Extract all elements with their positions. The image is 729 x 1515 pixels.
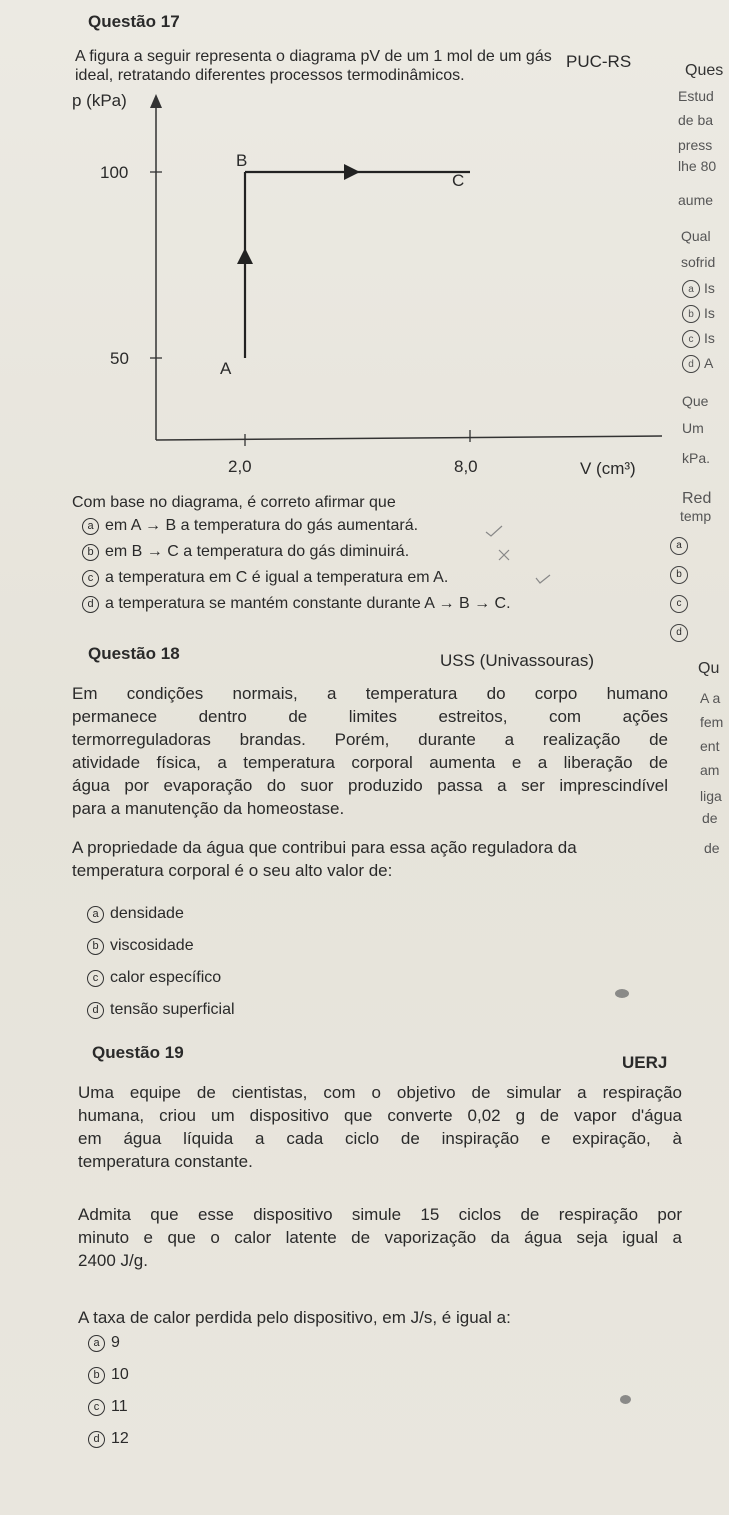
q17-option-c[interactable] <box>82 569 448 587</box>
q18-source: USS (Univassouras) <box>440 651 594 670</box>
right-option-bubble: a <box>670 535 688 555</box>
q18-title: Questão 18 <box>88 644 180 663</box>
right-fragment: A a <box>700 690 721 706</box>
right-fragment: fem <box>700 714 724 730</box>
right-option-row: b Is <box>682 305 715 323</box>
q19-option-d[interactable] <box>88 1430 129 1448</box>
right-option-bubble: d <box>670 622 688 642</box>
ink-spot <box>615 989 629 998</box>
q18-line-3: termorreguladoras brandas. Porém, durante a realização de <box>72 730 668 749</box>
q19-p1-line-2: humana, criou um dispositivo que converte 0,02 g de vapor d'água <box>78 1106 682 1125</box>
q17-source: PUC-RS <box>566 52 632 71</box>
right-fragment: am <box>700 762 720 778</box>
q18-option-d[interactable] <box>87 1001 235 1019</box>
y-tick-100: 100 <box>100 163 129 182</box>
right-fragment: Red <box>682 490 712 507</box>
option-a-bubble[interactable]: a <box>82 518 99 535</box>
q18-line-4: atividade física, a temperatura corporal aumenta e a liberação de <box>72 753 668 772</box>
pencil-check-icon <box>484 524 504 538</box>
option-d-text: a temperatura se mantém constante durante A → B → C. <box>105 595 511 612</box>
option-a-bubble[interactable]: a <box>88 1335 105 1352</box>
pencil-check-icon-2 <box>534 573 552 587</box>
q19-title: Questão 19 <box>92 1043 184 1062</box>
pv-diagram <box>70 80 670 490</box>
q18-option-c[interactable] <box>87 969 221 987</box>
q17-option-d[interactable] <box>82 595 511 613</box>
y-tick-50: 50 <box>110 349 129 368</box>
q19-p1-line-1: Uma equipe de cientistas, com o objetivo de simular a respiração <box>78 1083 682 1102</box>
right-option-bubble: a <box>682 280 700 298</box>
q18-line-6: para a manutenção da homeostase. <box>72 799 345 818</box>
q17-intro-line2: ideal, retratando diferentes processos termodinâmicos. <box>75 67 465 84</box>
q17-option-b[interactable] <box>82 543 409 561</box>
option-d-bubble[interactable]: d <box>87 1002 104 1019</box>
q17-prompt: Com base no diagrama, é correto afirmar que <box>72 494 396 511</box>
q19-p2-line-1: Admita que esse dispositivo simule 15 ciclos de respiração por <box>78 1205 682 1224</box>
option-d-bubble[interactable]: d <box>88 1431 105 1448</box>
point-a-label: A <box>220 359 232 378</box>
right-fragment: sofrid <box>681 254 716 270</box>
option-d-text: 12 <box>111 1430 129 1447</box>
q19-source: UERJ <box>622 1053 668 1072</box>
right-fragment: Qu <box>698 660 720 677</box>
option-b-bubble[interactable]: b <box>82 544 99 561</box>
q18-option-b[interactable] <box>87 937 194 955</box>
right-option-bubble: b <box>682 305 700 323</box>
option-a-text: 9 <box>111 1334 120 1351</box>
option-c-bubble[interactable]: c <box>82 570 99 587</box>
q19-option-a[interactable] <box>88 1334 120 1352</box>
option-a-text: densidade <box>110 905 184 922</box>
x-axis <box>156 436 662 440</box>
right-option-bubble: c <box>682 330 700 348</box>
right-option-row: c Is <box>682 330 715 348</box>
option-c-text: calor específico <box>110 969 222 986</box>
right-fragment: Um <box>682 420 704 436</box>
right-fragment: Estud <box>678 88 714 104</box>
option-b-text: viscosidade <box>110 937 194 954</box>
q17-option-a[interactable] <box>82 517 418 535</box>
right-fragment: press <box>678 137 713 153</box>
option-c-text: 11 <box>111 1398 128 1415</box>
option-d-bubble[interactable]: d <box>82 596 99 613</box>
point-c-label: C <box>452 171 465 190</box>
q17-title: Questão 17 <box>88 12 180 31</box>
right-fragment: temp <box>680 508 712 524</box>
right-fragment: Qual <box>681 228 711 244</box>
pencil-cross-icon <box>497 548 511 562</box>
q17-intro-line1: A figura a seguir representa o diagrama pV de um 1 mol de um gás <box>75 48 552 65</box>
ink-spot-2 <box>620 1395 631 1404</box>
option-a-text: em A → B a temperatura do gás aumentará. <box>105 517 419 534</box>
q19-option-b[interactable] <box>88 1366 129 1384</box>
y-axis-arrow-icon <box>150 94 162 108</box>
point-b-label: B <box>236 151 248 170</box>
q19-option-c[interactable] <box>88 1398 128 1416</box>
right-fragment: kPa. <box>682 450 711 466</box>
right-fragment: de <box>704 840 720 856</box>
right-fragment: de ba <box>678 112 714 128</box>
q18-line-1: Em condições normais, a temperatura do corpo humano <box>72 684 668 703</box>
right-fragment: lhe 80 <box>678 158 717 174</box>
right-fragment: Que <box>682 393 709 409</box>
option-b-text: 10 <box>111 1366 129 1383</box>
right-fragment: Ques <box>685 62 724 79</box>
q18-prompt-1: A propriedade da água que contribui para essa ação reguladora da <box>72 838 577 857</box>
q19-p2-line-2: minuto e que o calor latente de vaporização da água seja igual a <box>78 1228 682 1247</box>
q18-line-5: água por evaporação do suor produzido passa a ser imprescindível <box>72 776 668 795</box>
q18-option-a[interactable] <box>87 905 184 923</box>
right-option-row: d A <box>682 355 713 373</box>
right-fragment: liga <box>700 788 722 804</box>
q19-p2-line-3: 2400 J/g. <box>78 1251 148 1270</box>
x-axis-label: V (cm³) <box>580 459 636 478</box>
q19-p1-line-3: em água líquida a cada ciclo de inspiração e expiração, à <box>78 1129 682 1148</box>
q18-line-2: permanece dentro de limites estreitos, com ações <box>72 707 668 726</box>
right-fragment: aume <box>678 192 714 208</box>
option-d-text: tensão superficial <box>110 1001 235 1018</box>
q19-p1-line-4: temperatura constante. <box>78 1152 253 1171</box>
y-axis-label: p (kPa) <box>72 91 127 110</box>
option-c-text: a temperatura em C é igual a temperatura em A. <box>105 569 449 586</box>
right-option-bubble: c <box>670 593 688 613</box>
x-tick-8: 8,0 <box>454 457 478 476</box>
option-c-bubble[interactable]: c <box>87 970 104 987</box>
option-a-bubble[interactable]: a <box>87 906 104 923</box>
q19-prompt: A taxa de calor perdida pelo dispositivo, em J/s, é igual a: <box>78 1308 511 1327</box>
option-b-text: em B → C a temperatura do gás diminuirá. <box>105 543 410 560</box>
right-option-bubble: d <box>682 355 700 373</box>
right-fragment: ent <box>700 738 720 754</box>
right-fragment: de <box>702 810 718 826</box>
right-option-bubble: b <box>670 564 688 584</box>
option-c-bubble[interactable]: c <box>88 1399 105 1416</box>
right-option-row: a Is <box>682 280 715 298</box>
option-b-bubble[interactable]: b <box>87 938 104 955</box>
x-tick-2: 2,0 <box>228 457 252 476</box>
option-b-bubble[interactable]: b <box>88 1367 105 1384</box>
q18-prompt-2: temperatura corporal é o seu alto valor de: <box>72 861 393 880</box>
